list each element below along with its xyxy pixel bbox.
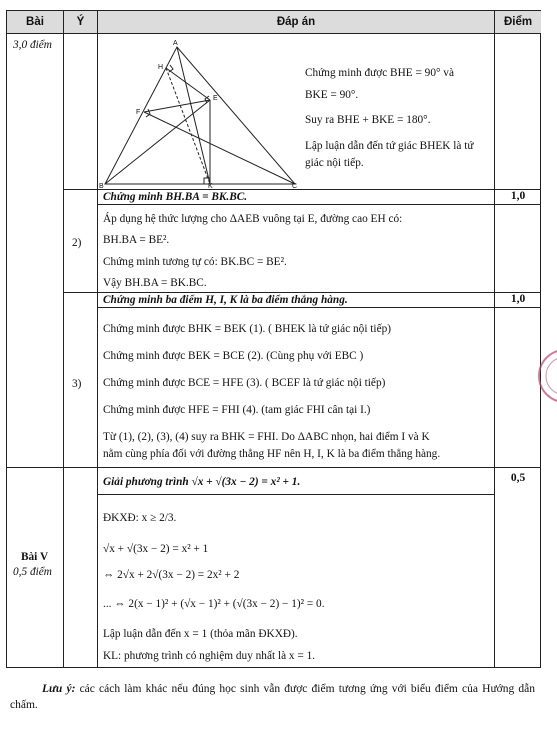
- header-y: Ý: [64, 11, 97, 33]
- part4-line-5: Lập luận dẫn đến x = 1 (thỏa mãn ĐKXĐ).: [103, 628, 298, 640]
- header-bai: Bài: [7, 11, 63, 33]
- part3-line-5: Từ (1), (2), (3), (4) suy ra BHK = FHI. Do ΔABC nhọn, hai điểm I và K: [103, 431, 430, 443]
- label-f: F: [136, 109, 141, 116]
- label-c: C: [292, 183, 298, 189]
- answer-table: [6, 10, 541, 668]
- part3-y: 3): [72, 378, 82, 390]
- part2-score: 1,0: [510, 190, 526, 202]
- geometry-figure: [99, 36, 299, 189]
- part4-title: Giải phương trình √x + √(3x − 2) = x² + 1.: [103, 476, 301, 488]
- part1-line-5: giác nội tiếp.: [305, 157, 364, 169]
- label-b: B: [99, 183, 104, 189]
- header-dap-an: Đáp án: [98, 11, 494, 33]
- col-line-3: [494, 11, 495, 667]
- label-a: A: [173, 40, 178, 47]
- part4-line-6: KL: phương trình có nghiệm duy nhất là x = 1.: [103, 650, 316, 662]
- label-e: E: [213, 95, 218, 102]
- part3-score: 1,0: [510, 293, 526, 305]
- part1-points: 3,0 điểm: [13, 39, 52, 51]
- note-label: Lưu ý:: [42, 683, 76, 695]
- part4-line-4: ... ⇔ 2(x − 1)² + (√x − 1)² + (√(3x − 2) − 1)² = 0.: [103, 598, 325, 610]
- note-paragraph: [10, 681, 535, 713]
- part1-line-2: BKE = 90°.: [305, 89, 359, 101]
- part1-line-4: Lập luận dẫn đến tứ giác BHEK là tứ: [305, 140, 474, 152]
- part1-line-1: Chứng minh được BHE = 90° và: [305, 67, 454, 79]
- part4-line-1: ĐKXĐ: x ≥ 2/3.: [103, 512, 177, 524]
- part3-line-4: Chứng minh được HFE = FHI (4). (tam giác FHI cân tại I.): [103, 404, 371, 416]
- part3-line-1: Chứng minh được BHK = BEK (1). ( BHEK là tứ giác nội tiếp): [103, 323, 391, 335]
- part3-title: Chứng minh ba điểm H, I, K là ba điểm thẳng hàng.: [103, 294, 348, 306]
- header-diem: Điểm: [495, 11, 541, 33]
- note-text: các cách làm khác nếu đúng học sinh vẫn được điểm tương ứng với biểu điểm của Hướng dẫn chấm.: [10, 683, 536, 711]
- col-line-2: [97, 11, 98, 667]
- part2-line-3: Chứng minh tương tự có: BK.BC = BE².: [103, 256, 287, 268]
- part3-line-2: Chứng minh được BEK = BCE (2). (Cùng phụ với EBC ): [103, 350, 364, 362]
- part2-title: Chứng minh BH.BA = BK.BC.: [103, 191, 248, 203]
- title-line-2: [98, 204, 540, 205]
- part4-score: 0,5: [510, 472, 526, 484]
- col-line-1: [63, 11, 64, 667]
- label-h: H: [158, 64, 164, 71]
- part4-points: 0,5 điểm: [13, 566, 52, 578]
- part4-line-2: √x + √(3x − 2) = x² + 1: [103, 543, 209, 555]
- label-k: K: [208, 183, 213, 189]
- row-line-4: [7, 467, 540, 468]
- title-line-3: [98, 307, 540, 308]
- header-bottom-line: [7, 33, 540, 34]
- part2-y: 2): [72, 237, 82, 249]
- part3-line-3: Chứng minh được BCE = HFE (3). ( BCEF là tứ giác nội tiếp): [103, 377, 386, 389]
- part2-line-2: BH.BA = BE².: [103, 234, 170, 246]
- part4-bai: Bài V: [21, 551, 49, 563]
- part2-line-4: Vậy BH.BA = BK.BC.: [103, 277, 207, 289]
- part2-line-1: Áp dụng hệ thức lượng cho ΔAEB vuông tại E, đường cao EH có:: [103, 213, 403, 225]
- part1-line-3: Suy ra BHE + BKE = 180°.: [305, 114, 431, 126]
- stamp-mark: [535, 345, 557, 407]
- part4-line-3: ⇔ 2√x + 2√(3x − 2) = 2x² + 2: [103, 569, 240, 581]
- title-line-4: [98, 494, 494, 495]
- part3-line-6: nằm cùng phía đối với đường thẳng HF nên H, I, K là ba điểm thẳng hàng.: [103, 448, 441, 460]
